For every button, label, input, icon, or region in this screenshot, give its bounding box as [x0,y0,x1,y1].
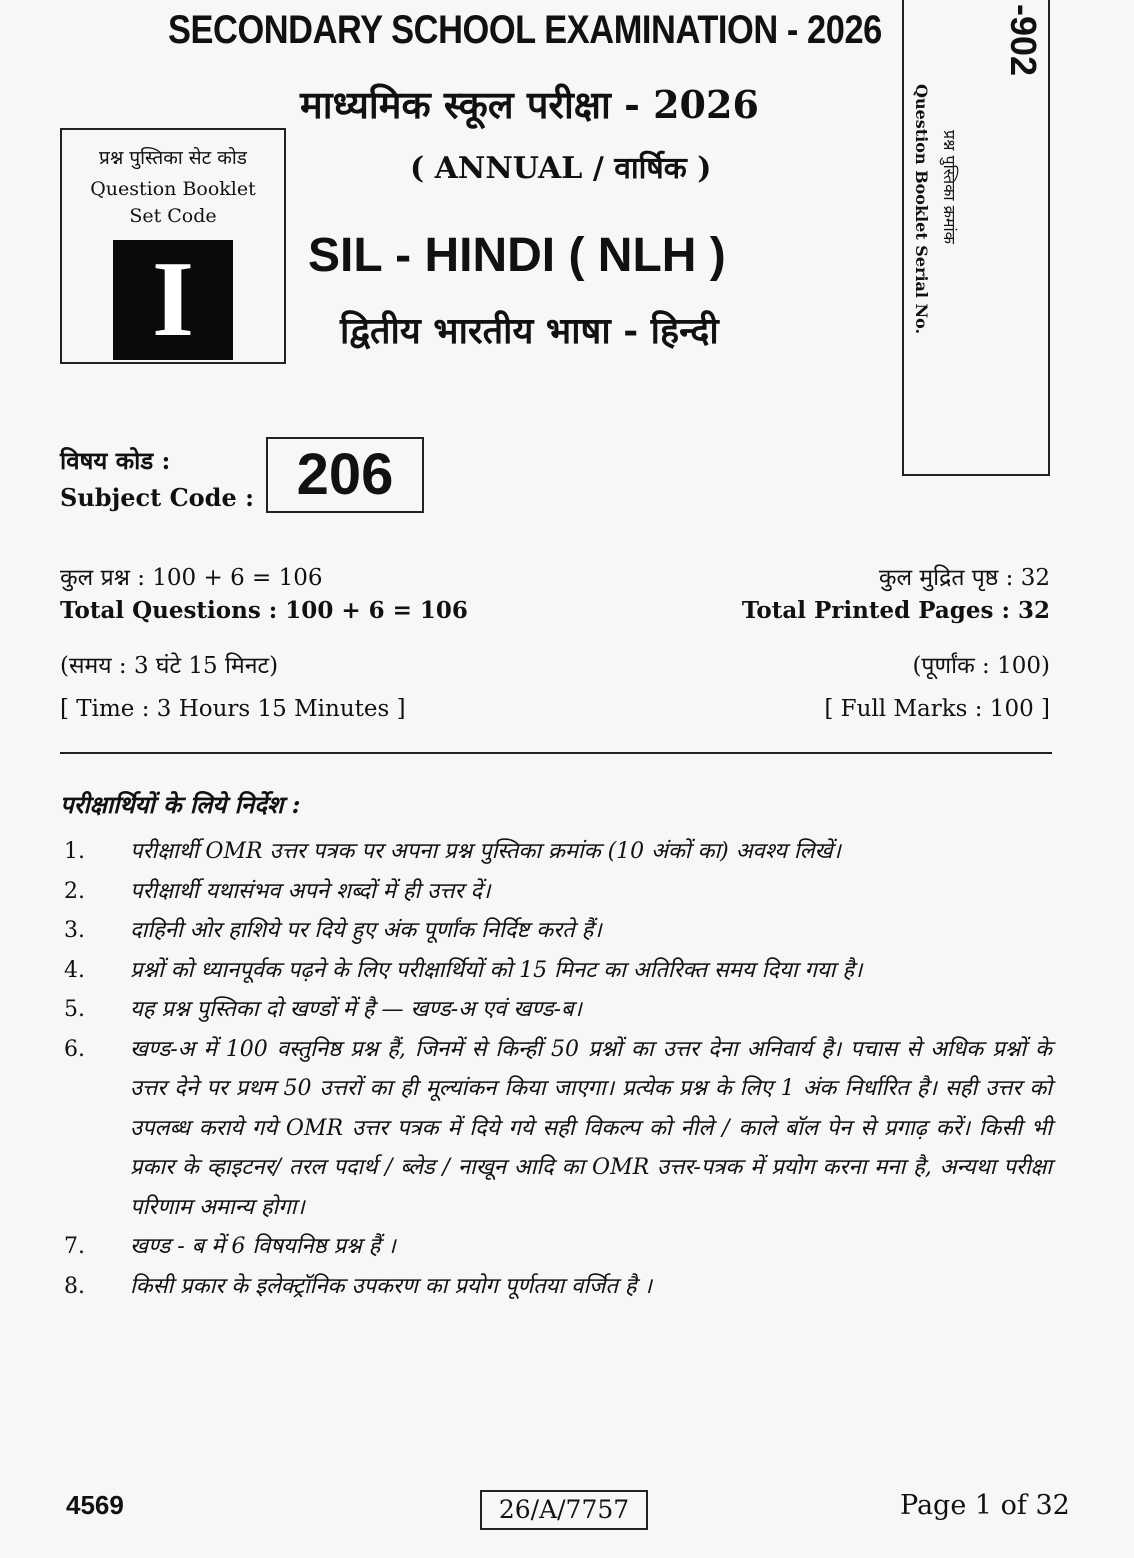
instruction-number: 8. [64,1273,85,1299]
footer-code-center: 26/A/7757 [480,1490,648,1530]
instruction-item [60,872,1052,912]
instructions-heading: परीक्षार्थियों के लिये निर्देश : [60,790,301,819]
time-en: [ Time : 3 Hours 15 Minutes ] [60,696,406,722]
full-marks-en: [ Full Marks : 100 ] [824,696,1050,722]
exam-type: ( ANNUAL / वार्षिक ) [410,151,712,186]
instruction-text: प्रश्नों को ध्यानपूर्वक पढ़ने के लिए परीक्षार्थियों को 15 मिनट का अतिरिक्त समय दिया गया है। [130,957,863,983]
instruction-item [60,1030,1052,1228]
meta-row-hi [60,560,1050,592]
instruction-text: दाहिनी ओर हाशिये पर दिये हुए अंक पूर्णांक निर्दिष्ट करते हैं। [130,918,602,943]
meta-row-en [60,597,1050,624]
total-questions-en: Total Questions : 100 + 6 = 106 [60,597,468,624]
instruction-number: 4. [64,957,85,983]
time-row-hi [60,648,1050,680]
time-hi: (समय : 3 घंटे 15 मिनट) [60,653,279,679]
instruction-item [60,911,1052,951]
subject-title-hi: द्वितीय भारतीय भाषा - हिन्दी [340,310,719,352]
instructions-list [60,832,1052,1306]
serial-number-box [902,0,1050,476]
subject-code-label-hi: विषय कोड : [60,446,171,475]
instruction-item [60,951,1052,991]
divider [60,752,1052,754]
set-code-box [60,128,286,364]
instruction-text: यह प्रश्न पुस्तिका दो खण्डों में है — खण्ड-अ एवं खण्ड-ब। [130,997,582,1022]
serial-label-en: Question Booklet Serial No. [912,84,931,335]
instruction-item [60,990,1052,1030]
instruction-number: 6. [64,1036,85,1062]
instruction-number: 2. [64,878,85,904]
instruction-text: खण्ड-अ में 100 वस्तुनिष्ठ प्रश्न हैं, जिनमें से किन्हीं 50 प्रश्नों का उत्तर देना अनिवार्य है। पचास से अधिक प्रश्नों के उत्तर देने पर प्रथम 50 उत्तरों का ही मूल्यांकन किया जाएगा। प्रत्येक प्रश्न के लिए 1 अंक निर्धारित है। सही उत्तर को उपलब्ध कराये गये OMR उत्तर पत्रक में दिये गये सही विकल्प को नीले / काले बॉल पेन से प्रगाढ़ करें। किसी भी प्रकार के व्हाइटनर/ तरल पदार्थ / ब्लेड / नाखून आदि का OMR उत्तर-पत्रक में प्रयोग करना मना है, अन्यथा परीक्षा परिणाम अमान्य होगा। [130,1036,1052,1220]
instruction-number: 3. [64,918,85,943]
instruction-text: किसी प्रकार के इलेक्ट्रॉनिक उपकरण का प्रयोग पूर्णतया वर्जित है । [130,1273,652,1299]
set-code-value: I [113,240,233,360]
serial-label-hi: प्रश्न पुस्तिका क्रमांक [940,130,959,244]
instruction-number: 1. [64,839,85,864]
total-questions-hi: कुल प्रश्न : 100 + 6 = 106 [60,565,323,591]
set-code-label-en-2: Set Code [129,205,217,227]
instruction-text: खण्ड - ब में 6 विषयनिष्ठ प्रश्न हैं । [130,1234,396,1259]
subject-title: SIL - HINDI ( NLH ) [308,229,726,282]
instruction-number: 7. [64,1234,85,1259]
set-code-label-hi: प्रश्न पुस्तिका सेट कोड [99,147,247,169]
exam-title-hi: माध्यमिक स्कूल परीक्षा - 2026 [300,82,759,127]
instruction-item [60,832,1052,872]
total-pages-en: Total Printed Pages : 32 [741,597,1050,624]
total-pages-hi: कुल मुद्रित पृष्ठ : 32 [878,565,1050,591]
set-code-label-en-1: Question Booklet [90,178,256,200]
footer-code-left: 4569 [66,1490,124,1520]
page-number: Page 1 of 32 [900,1490,1070,1521]
full-marks-hi: (पूर्णांक : 100) [912,653,1050,679]
instruction-text: परीक्षार्थी यथासंभव अपने शब्दों में ही उत्तर दें। [130,878,491,904]
instruction-number: 5. [64,997,85,1022]
subject-code-value: 206 [266,437,424,513]
instruction-item [60,1267,1052,1307]
time-row-en [60,696,1050,722]
exam-title-en: SECONDARY SCHOOL EXAMINATION - 2026 [168,8,882,52]
serial-code: -902 [1003,4,1044,77]
instruction-text: परीक्षार्थी OMR उत्तर पत्रक पर अपना प्रश्न पुस्तिका क्रमांक (10 अंकों का) अवश्य लिखें। [130,839,841,864]
instruction-item [60,1227,1052,1267]
subject-code-label-en: Subject Code : [60,483,254,512]
